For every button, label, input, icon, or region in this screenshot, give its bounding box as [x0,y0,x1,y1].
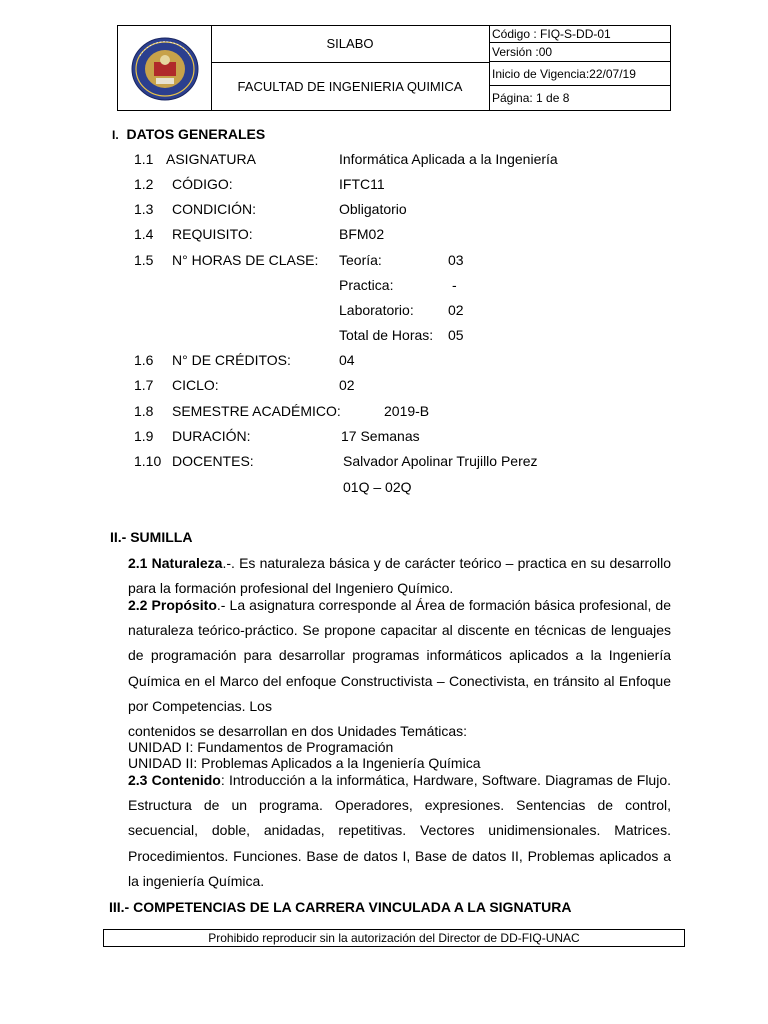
document-header-table [117,25,671,111]
proposito-text: .- La asignatura corresponde al Área de formación básica profesional, de naturaleza teórico-práctico. Se propone capacitar al discente en técnicas de lenguajes de programación para desarrollar programas informáticos aplicados a la Ingeniería Química en el Marco del enfoque Constructivista – Conectivista, en tránsito al Enfoque por Competencias. Los [128,597,672,714]
section2-title: II.- SUMILLA [110,529,193,545]
hours-theory-value: 03 [448,252,464,268]
faculty-seal-logo [118,26,211,110]
doc-validity: Inicio de Vigencia:22/07/19 [489,62,670,86]
hours-theory-label: Teoría: [339,252,382,268]
item-1-10-value: Salvador Apolinar Trujillo Perez [343,453,538,469]
item-1-7-value: 02 [339,377,355,393]
hours-total-label: Total de Horas: [339,327,434,343]
naturaleza-heading: 2.1 Naturaleza [128,555,223,571]
item-1-7-label: CICLO: [172,377,219,393]
unit-2: UNIDAD II: Problemas Aplicados a la Ingeniería Química [128,755,481,771]
item-1-6-value: 04 [339,352,355,368]
doc-title: SILABO [211,26,489,63]
item-1-6-label: N° DE CRÉDITOS: [172,352,291,368]
item-1-8-value: 2019-B [384,403,430,419]
item-1-2-num: 1.2 [134,176,154,192]
logo-cell [118,26,212,110]
item-1-2-label: CÓDIGO: [172,176,233,192]
doc-version: Versión :00 [489,43,670,62]
item-1-4-num: 1.4 [134,226,154,242]
naturaleza-text: .-. Es naturaleza básica y de carácter teórico – practica en su desarrollo para la formación profesional del Ingeniero Químico. [128,555,671,597]
item-1-4-label: REQUISITO: [172,226,253,242]
doc-code: Código : FIQ-S-DD-01 [489,26,670,43]
item-1-5-label: N° HORAS DE CLASE: [172,252,319,268]
section3-title: III.- COMPETENCIAS DE LA CARRERA VINCULADA A LA SIGNATURA [109,899,572,915]
item-1-4-value: BFM02 [339,226,385,242]
item-1-3-num: 1.3 [134,201,154,217]
item-1-9-label: DURACIÓN: [172,428,251,444]
hours-lab-value: 02 [448,302,464,318]
teacher-groups: 01Q – 02Q [343,479,412,495]
item-1-8-num: 1.8 [134,403,154,419]
section1-num: I. [112,128,119,142]
header-meta-cell [489,26,670,110]
item-1-1-label: ASIGNATURA [166,151,256,167]
doc-page: Página: 1 de 8 [492,91,570,105]
item-1-5-num: 1.5 [134,252,154,268]
contenido-heading: 2.3 Contenido [128,772,221,788]
item-1-6-num: 1.6 [134,352,154,368]
footer-notice: Prohibido reproducir sin la autorización del Director de DD-FIQ-UNAC [103,929,685,947]
header-title-cell [211,26,490,110]
item-1-2-value: IFTC11 [339,176,385,192]
item-1-1-num: 1.1 [134,151,154,167]
item-1-10-label: DOCENTES: [172,453,254,469]
contenido-text: : Introducción a la informática, Hardware, Software. Diagramas de Flujo. Estructura de un programa. Operadores, expresiones. Sentencias de control, secuencial, doble, anidadas, repetitivas. Vectores unidimensionales. Matrices. Procedimientos. Funciones. Base de datos I, Base de datos II, Problemas aplicados a la ingeniería Química. [128,772,672,889]
item-1-1-value: Informática Aplicada a la Ingeniería [339,151,558,167]
item-1-8-label: SEMESTRE ACADÉMICO: [172,403,341,419]
paragraph-proposito [128,593,671,719]
item-1-7-num: 1.7 [134,377,154,393]
proposito-heading: 2.2 Propósito [128,597,217,613]
section1-heading [112,126,265,142]
faculty-name: FACULTAD DE INGENIERIA QUIMICA [237,79,463,94]
item-1-9-num: 1.9 [134,428,154,444]
item-1-10-num: 1.10 [134,453,162,469]
item-1-9-value: 17 Semanas [341,428,420,444]
proposito-tail: contenidos se desarrollan en dos Unidades Temáticas: [128,723,468,739]
item-1-3-label: CONDICIÓN: [172,201,256,217]
section1-title: DATOS GENERALES [126,126,266,142]
hours-lab-label: Laboratorio: [339,302,414,318]
unit-1: UNIDAD I: Fundamentos de Programación [128,739,394,755]
paragraph-contenido [128,768,671,894]
hours-total-value: 05 [448,327,464,343]
hours-practice-value: - [452,277,457,293]
item-1-3-value: Obligatorio [339,201,407,217]
hours-practice-label: Practica: [339,277,394,293]
